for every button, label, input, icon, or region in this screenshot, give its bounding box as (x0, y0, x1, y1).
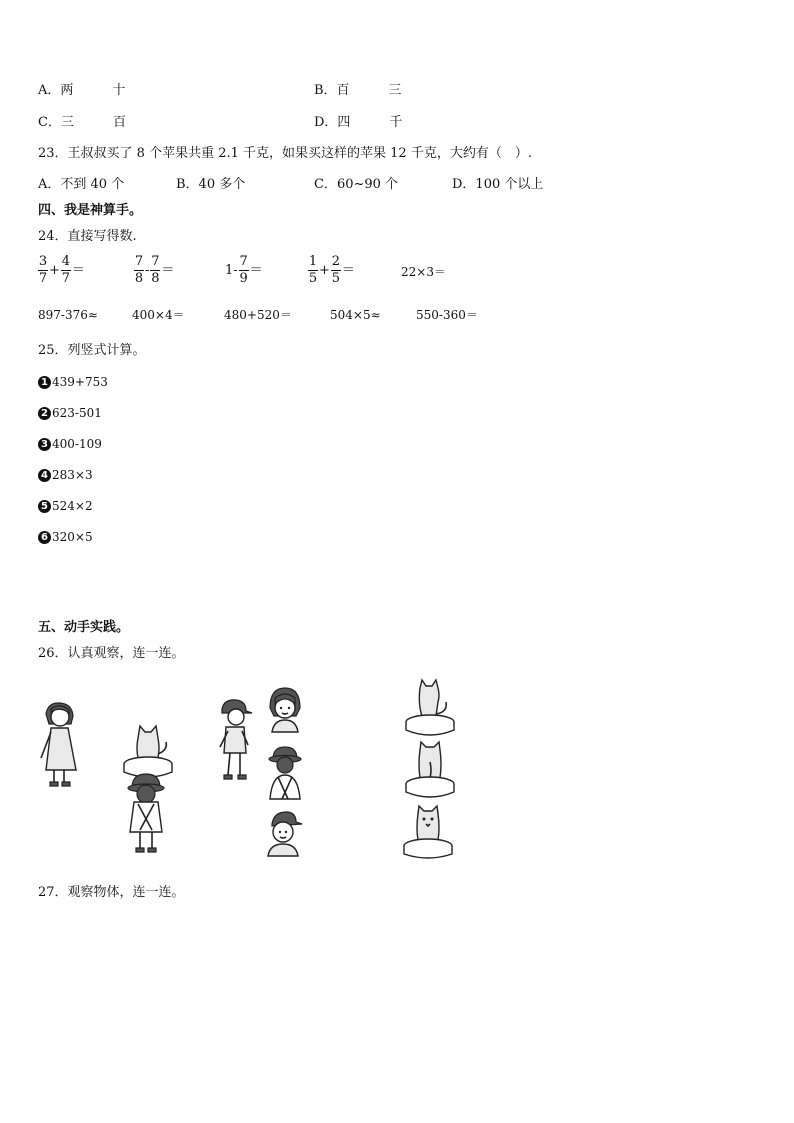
fraction-problem-2 (134, 255, 175, 286)
q22-option-a: A．两 十 (38, 83, 126, 98)
expression: 400-109 (52, 437, 102, 451)
operator: - (145, 262, 150, 278)
section-5-heading: 五、动手实践。 (38, 620, 130, 635)
q23-option-b: B．40 多个 (176, 177, 246, 192)
numerator: 1 (308, 254, 318, 269)
numerator: 7 (134, 254, 144, 269)
equals-sign: ＝ (341, 262, 355, 278)
expression: 623-501 (52, 406, 102, 420)
circled-number: 3 (38, 438, 51, 451)
operator: + (319, 262, 330, 278)
denominator: 8 (151, 271, 160, 286)
q22-option-b: B．百 三 (314, 83, 402, 98)
mental-math-item: 550-360＝ (416, 308, 478, 322)
q25-title: 25．列竖式计算。 (38, 343, 146, 358)
denominator: 8 (134, 271, 144, 286)
circled-number: 2 (38, 407, 51, 420)
child-back-view-illustration (124, 772, 168, 854)
circled-number: 6 (38, 531, 51, 544)
expression: 439+753 (52, 375, 108, 389)
mental-math-item: 400×4＝ (132, 308, 185, 322)
vertical-calc-item-2 (38, 405, 102, 421)
cat-front-pedestal-illustration (400, 804, 456, 862)
expression: 524×2 (52, 499, 93, 513)
numerator: 7 (151, 254, 160, 269)
circled-number: 4 (38, 469, 51, 482)
fraction-problem-3 (224, 255, 264, 286)
q24-title: 24．直接写得数. (38, 229, 137, 244)
denominator: 7 (61, 271, 71, 286)
vertical-calc-item-1 (38, 374, 108, 390)
girl-figure-illustration (36, 700, 82, 790)
numerator: 7 (239, 254, 248, 269)
vertical-calc-item-3 (38, 436, 102, 452)
numerator: 4 (61, 254, 71, 269)
equals-sign: ＝ (161, 262, 175, 278)
fraction-problem-4 (308, 255, 356, 286)
q22-option-d: D．四 千 (314, 115, 403, 130)
mental-math-22x3: 22×3＝ (401, 265, 446, 279)
operator: + (49, 262, 60, 278)
denominator: 9 (239, 271, 248, 286)
q27-title: 27．观察物体，连一连。 (38, 885, 185, 900)
prefix: 1- (225, 262, 238, 278)
q26-title: 26．认真观察，连一连。 (38, 646, 185, 661)
expression: 320×5 (52, 530, 93, 544)
boy-cap-face-illustration (264, 810, 304, 858)
q23-option-d: D．100 个以上 (452, 177, 544, 192)
mental-math-item: 897-376≈ (38, 308, 98, 322)
equals-sign: ＝ (249, 262, 263, 278)
vertical-calc-item-4 (38, 467, 93, 483)
boy-side-view-illustration (210, 697, 256, 783)
mental-math-item: 504×5≈ (330, 308, 381, 322)
numerator: 2 (331, 254, 341, 269)
expression: 283×3 (52, 468, 93, 482)
child-hat-back-illustration (266, 745, 304, 801)
q23-option-a: A．不到 40 个 (38, 177, 125, 192)
cat-side-pedestal-illustration (402, 680, 458, 740)
equals-sign: ＝ (71, 262, 85, 278)
q23-option-c: C．60~90 个 (314, 177, 399, 192)
cat-back-pedestal-illustration (402, 740, 458, 802)
denominator: 7 (38, 271, 48, 286)
girl-face-front-illustration (266, 686, 304, 734)
vertical-calc-item-6 (38, 529, 93, 545)
denominator: 5 (331, 271, 341, 286)
vertical-calc-item-5 (38, 498, 93, 514)
numerator: 3 (38, 254, 48, 269)
circled-number: 5 (38, 500, 51, 513)
q22-option-c: C．三 百 (38, 115, 126, 130)
section-4-heading: 四、我是神算手。 (38, 203, 143, 218)
mental-math-item: 480+520＝ (224, 308, 292, 322)
denominator: 5 (308, 271, 318, 286)
fraction-problem-1 (38, 255, 86, 286)
circled-number: 1 (38, 376, 51, 389)
q23-stem: 23．王叔叔买了 8 个苹果共重 2.1 千克，如果买这样的苹果 12 千克，大约有（ ）. (38, 146, 532, 161)
